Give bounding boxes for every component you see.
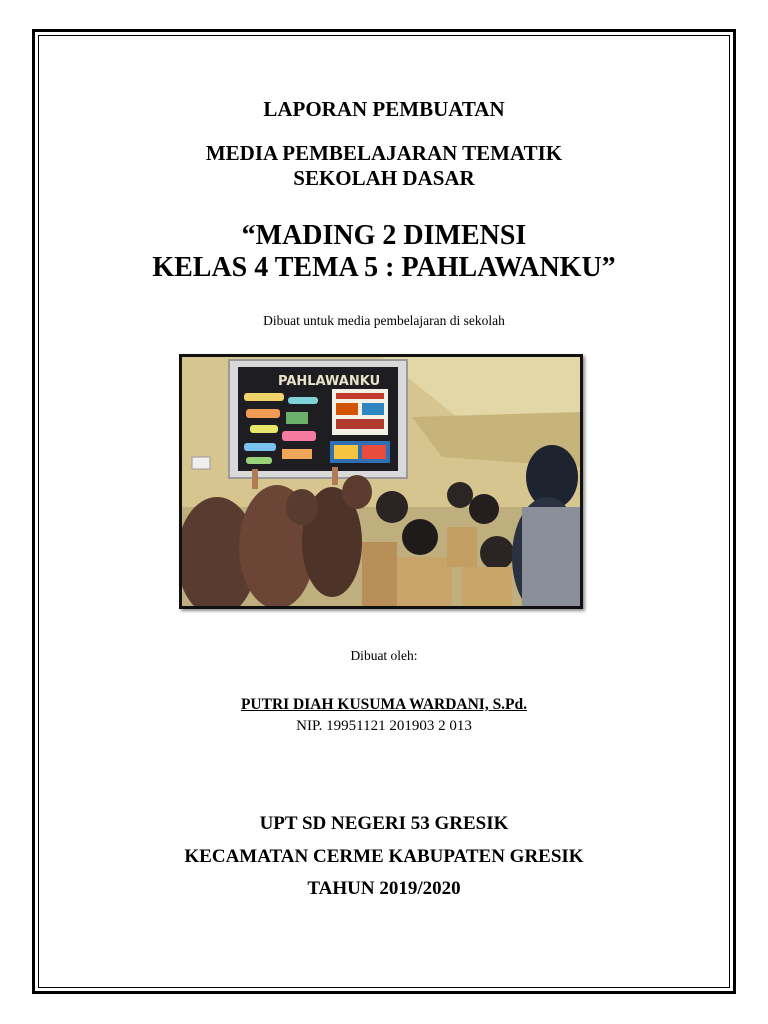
title-line-2: KELAS 4 TEMA 5 : PAHLAWANKU”: [152, 252, 616, 283]
cover-photo: [179, 354, 583, 609]
made-by-label: Dibuat oleh:: [350, 648, 418, 663]
school-level-heading: SEKOLAH DASAR: [293, 166, 475, 190]
school-name: UPT SD NEGERI 53 GRESIK: [259, 813, 509, 834]
board-title: [278, 374, 380, 389]
academic-year: TAHUN 2019/2020: [307, 878, 461, 899]
district-name: KECAMATAN CERME KABUPATEN GRESIK: [184, 846, 584, 867]
author-name: [0, 696, 768, 714]
subtitle: Dibuat untuk media pembelajaran di sekolah: [263, 313, 505, 328]
author-nip: NIP. 19951121 201903 2 013: [296, 718, 472, 734]
media-heading: MEDIA PEMBELAJARAN TEMATIK: [205, 141, 563, 165]
title-line-1: “MADING 2 DIMENSI: [241, 220, 527, 251]
report-heading: LAPORAN PEMBUATAN: [263, 97, 505, 121]
svg-text:PAHLAWANKU: PAHLAWANKU: [278, 374, 381, 389]
author-name-text: PUTRI DIAH KUSUMA WARDANI, S.Pd.: [240, 696, 528, 713]
